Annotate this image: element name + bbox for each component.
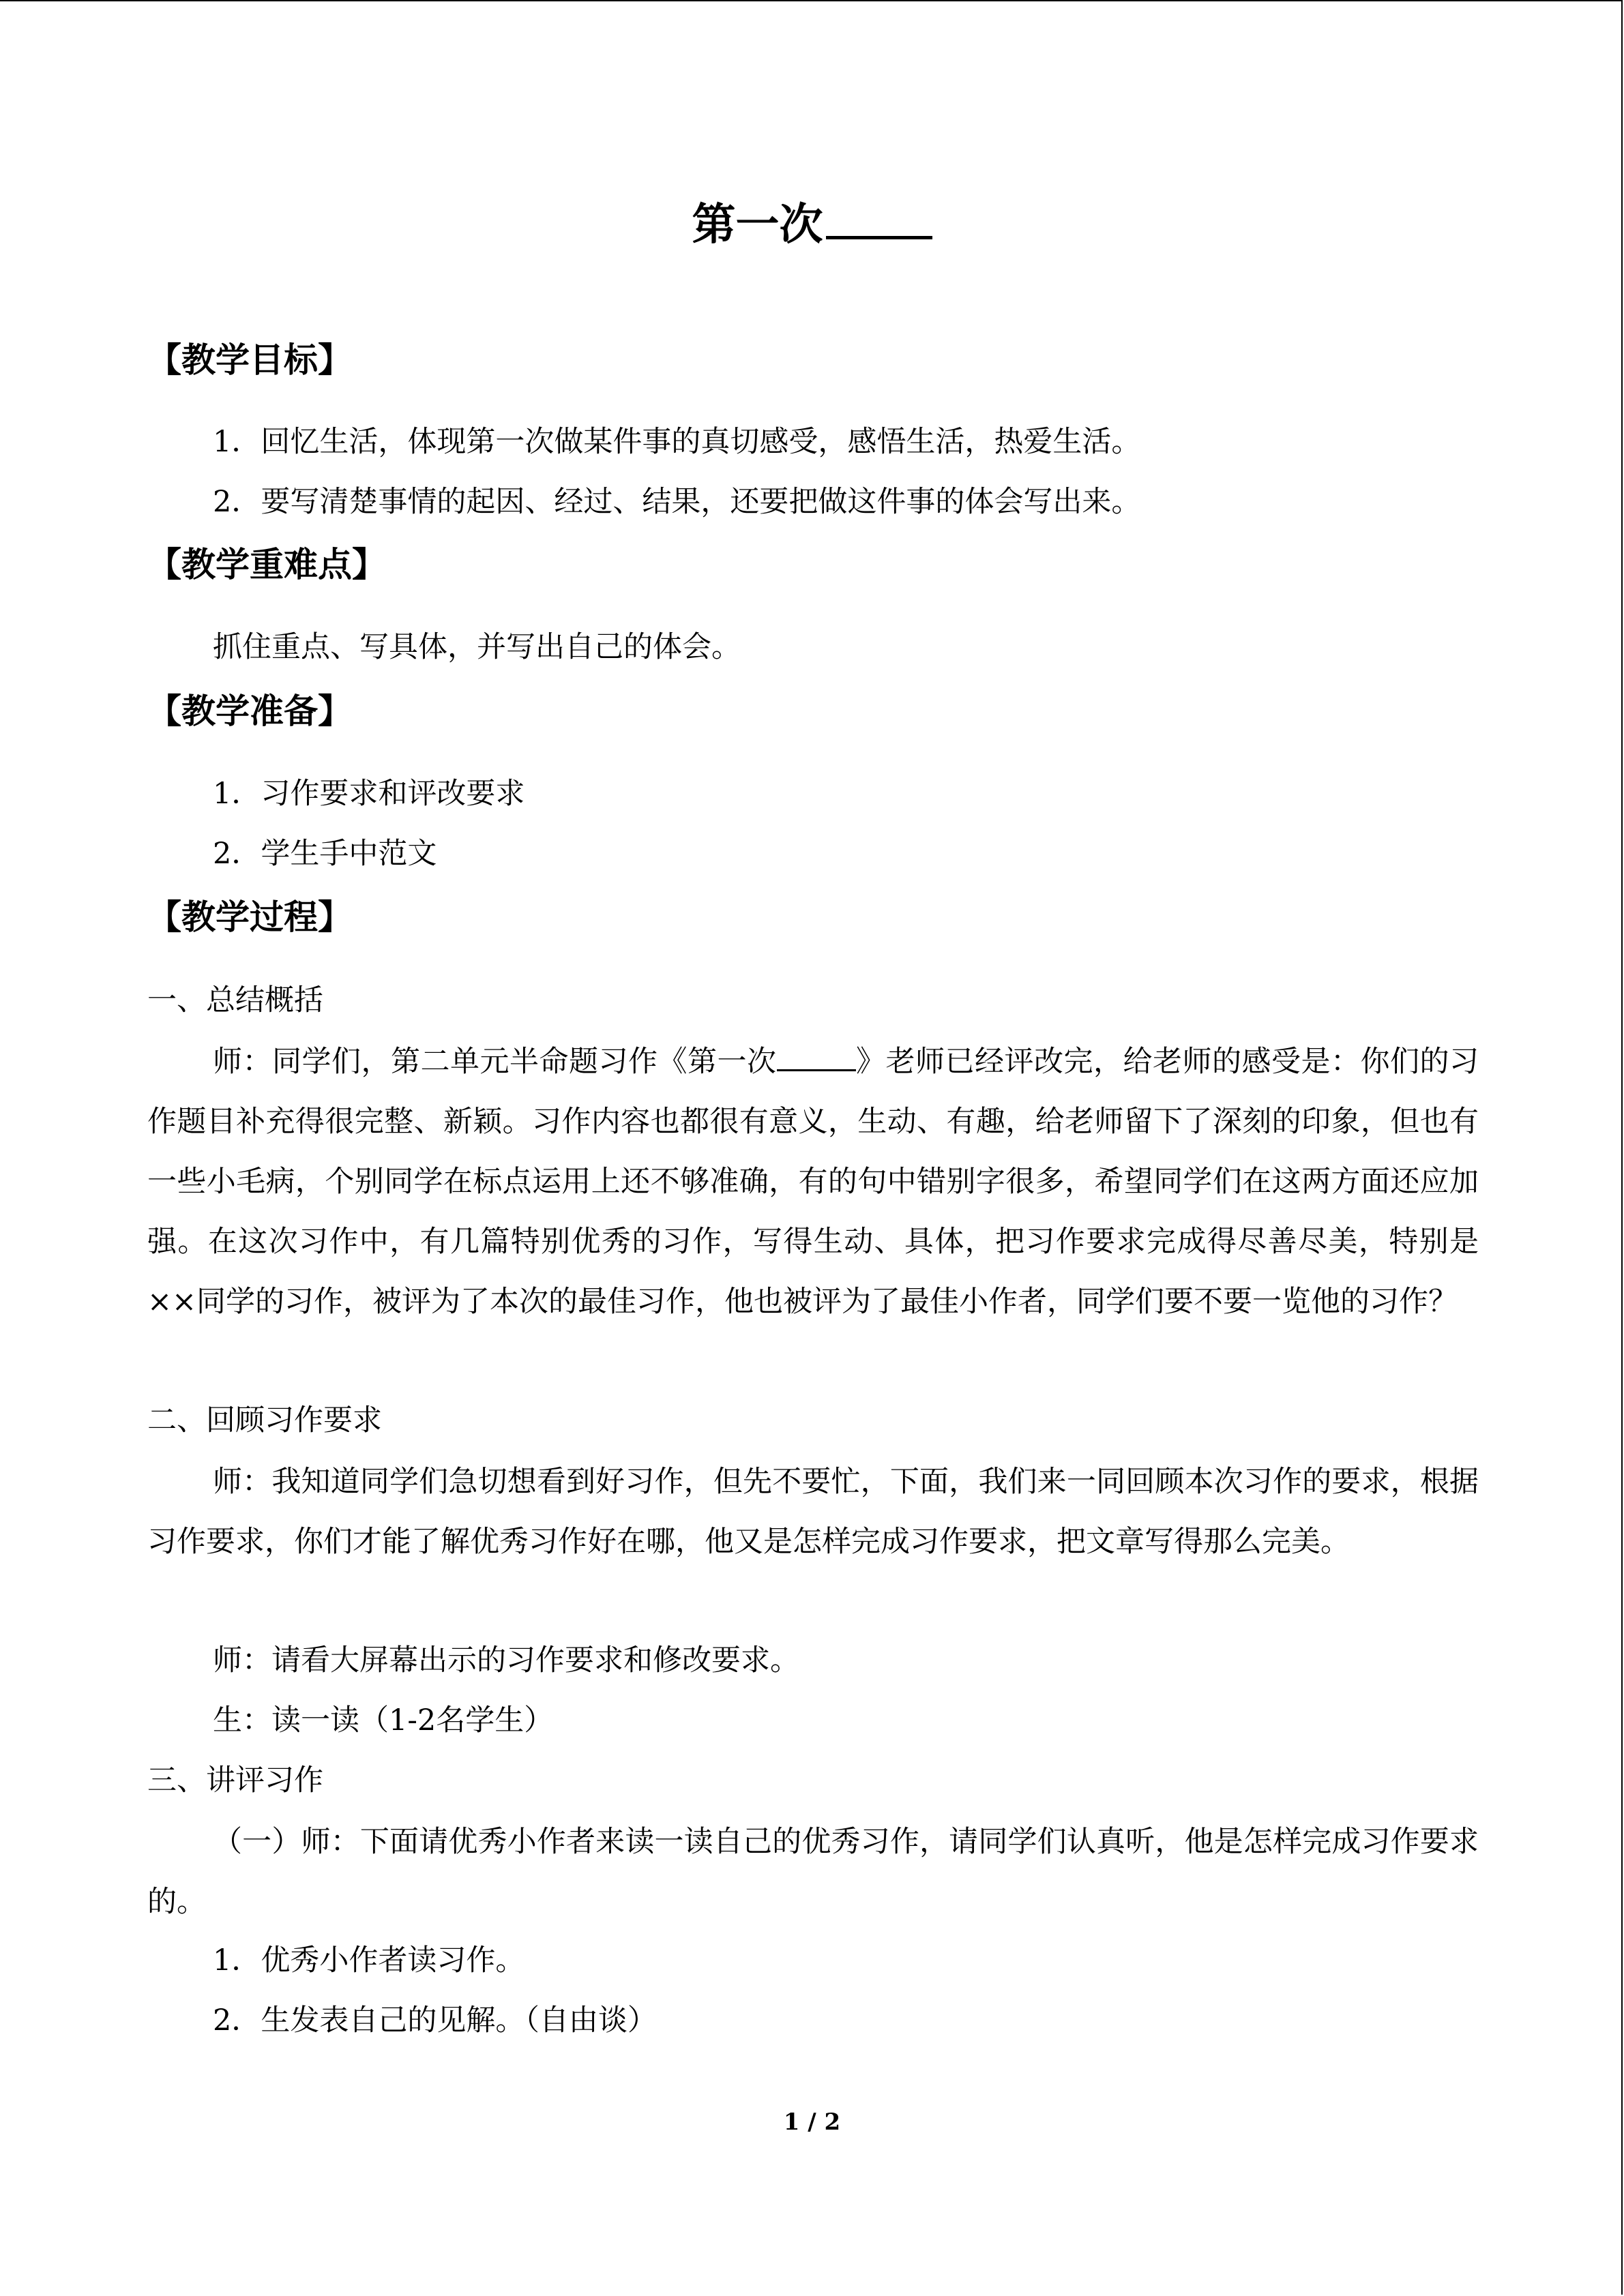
preparation-item: 2．学生手中范文 (213, 837, 437, 871)
step2-title: 二、回顾习作要求 (147, 1403, 382, 1437)
topic-blank (777, 1043, 856, 1071)
objectives-heading: 【教学目标】 (147, 340, 352, 380)
step3-title: 三、讲评习作 (147, 1763, 323, 1798)
process-heading: 【教学过程】 (147, 897, 352, 937)
step3-item: 1．优秀小作者读习作。 (213, 1943, 525, 1978)
page-number: 1 / 2 (783, 2108, 841, 2136)
key-points-heading: 【教学重难点】 (147, 545, 386, 584)
key-points-text: 抓住重点、写具体，并写出自己的体会。 (213, 630, 741, 664)
step2-line: 生：读一读（1-2名学生） (213, 1703, 554, 1738)
preparation-heading: 【教学准备】 (147, 691, 352, 731)
step3-paragraph: （一）师：下面请优秀小作者来读一读自己的优秀习作，请同学们认真听，他是怎样完成习作要求的。 (147, 1825, 1479, 1919)
preparation-item: 1．习作要求和评改要求 (213, 777, 525, 811)
objective-item: 1．回忆生活，体现第一次做某件事的真切感受，感悟生活，热爱生活。 (213, 425, 1141, 459)
title-blank (826, 196, 932, 239)
step2-paragraph: 师：我知道同学们急切想看到好习作，但先不要忙，下面，我们来一同回顾本次习作的要求，根据习作要求，你们才能了解优秀习作好在哪，他又是怎样完成习作要求，把文章写得那么完美。 (147, 1465, 1479, 1559)
step1-title: 一、总结概括 (147, 983, 323, 1017)
step1-paragraph: 师：同学们，第二单元半命题习作《第一次 》老师已经评改完，给老师的感受是：你们的习作题目补充得很完整、新颖。习作内容也都很有意义，生动、有趣，给老师留下了深刻的印象，但也有一些小毛病，个别同学在标点运用上还不够准确，有的句中错别字很多，希望同学们在这两方面还应加强。在这次习作中，有几篇特别优秀的习作，写得生动、具体，把习作要求完成得尽善尽美，特别是××同学的习作，被评为了本次的最佳习作，他也被评为了最佳小作者，同学们要不要一览他的习作？ (147, 1045, 1479, 1319)
page-title: 第一次 (0, 196, 1624, 247)
objective-item: 2．要写清楚事情的起因、经过、结果，还要把做这件事的体会写出来。 (213, 485, 1141, 519)
step3-item: 2．生发表自己的见解。（自由谈） (213, 2003, 657, 2038)
step2-line: 师：请看大屏幕出示的习作要求和修改要求。 (213, 1643, 799, 1678)
